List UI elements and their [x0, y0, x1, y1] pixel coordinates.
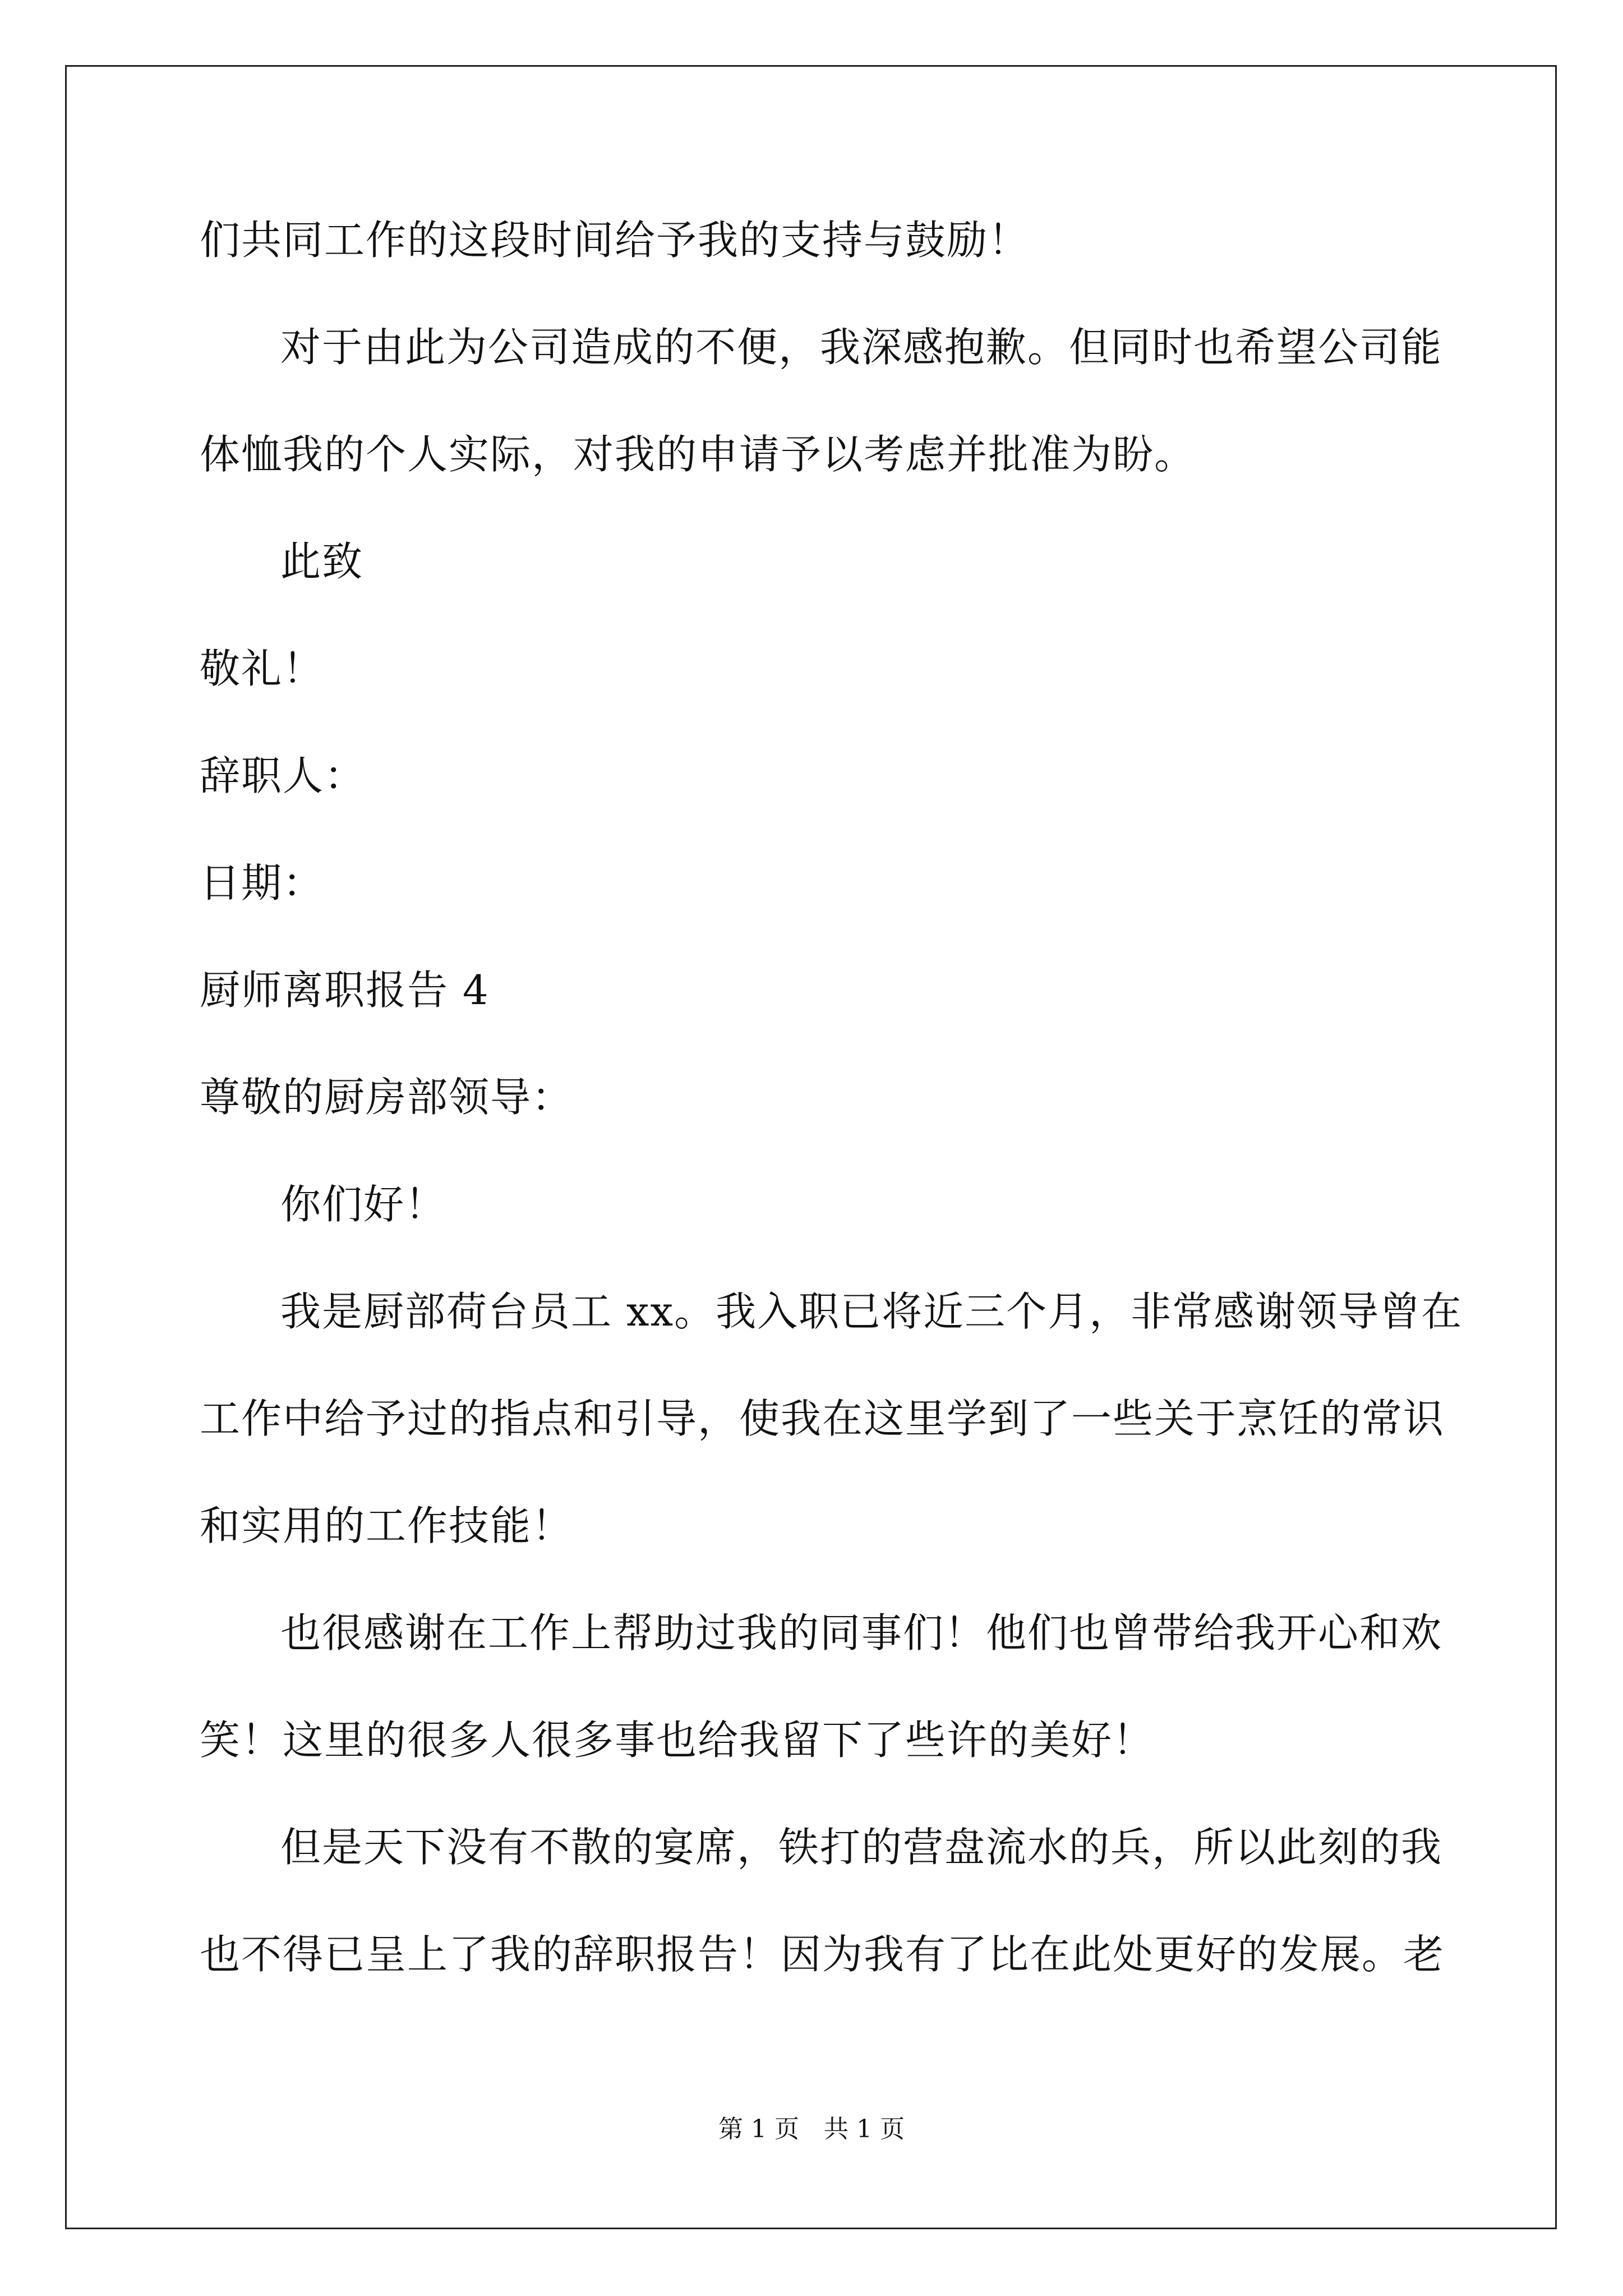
text-line-17: 也不得已呈上了我的辞职报告！因为我有了比在此处更好的发展。老	[200, 1931, 1445, 1978]
date-label: 日期：	[200, 859, 325, 907]
text-line-12: 工作中给予过的指点和引导，使我在这里学到了一些关于烹饪的常识	[200, 1395, 1445, 1442]
recipient-salutation: 尊敬的厨房部领导：	[200, 1074, 574, 1121]
text-line-14: 也很感谢在工作上帮助过我的同事们！他们也曾带给我开心和欢	[280, 1609, 1443, 1657]
text-line-2: 对于由此为公司造成的不便，我深感抱歉。但同时也希望公司能	[280, 324, 1443, 371]
text-line-16: 但是天下没有不散的宴席，铁打的营盘流水的兵，所以此刻的我	[280, 1824, 1443, 1871]
text-line-11: 我是厨部荷台员工 xx。我入职已将近三个月，非常感谢领导曾在	[280, 1288, 1463, 1335]
section-heading: 厨师离职报告 4	[200, 967, 490, 1014]
page-border	[65, 65, 1557, 2229]
page-footer: 第 1 页 共 1 页	[718, 2115, 905, 2143]
greeting: 你们好！	[280, 1181, 447, 1228]
text-line-1: 们共同工作的这段时间给予我的支持与鼓励！	[200, 217, 1030, 264]
text-line-3: 体恤我的个人实际，对我的申请予以考虑并批准为盼。	[200, 431, 1196, 478]
signature-label: 辞职人：	[200, 752, 366, 799]
salutation-closing: 此致	[280, 538, 364, 585]
text-line-15: 笑！这里的很多人很多事也给我留下了些许的美好！	[200, 1717, 1155, 1764]
closing-regards: 敬礼！	[200, 645, 325, 692]
text-line-13: 和实用的工作技能！	[200, 1502, 574, 1549]
